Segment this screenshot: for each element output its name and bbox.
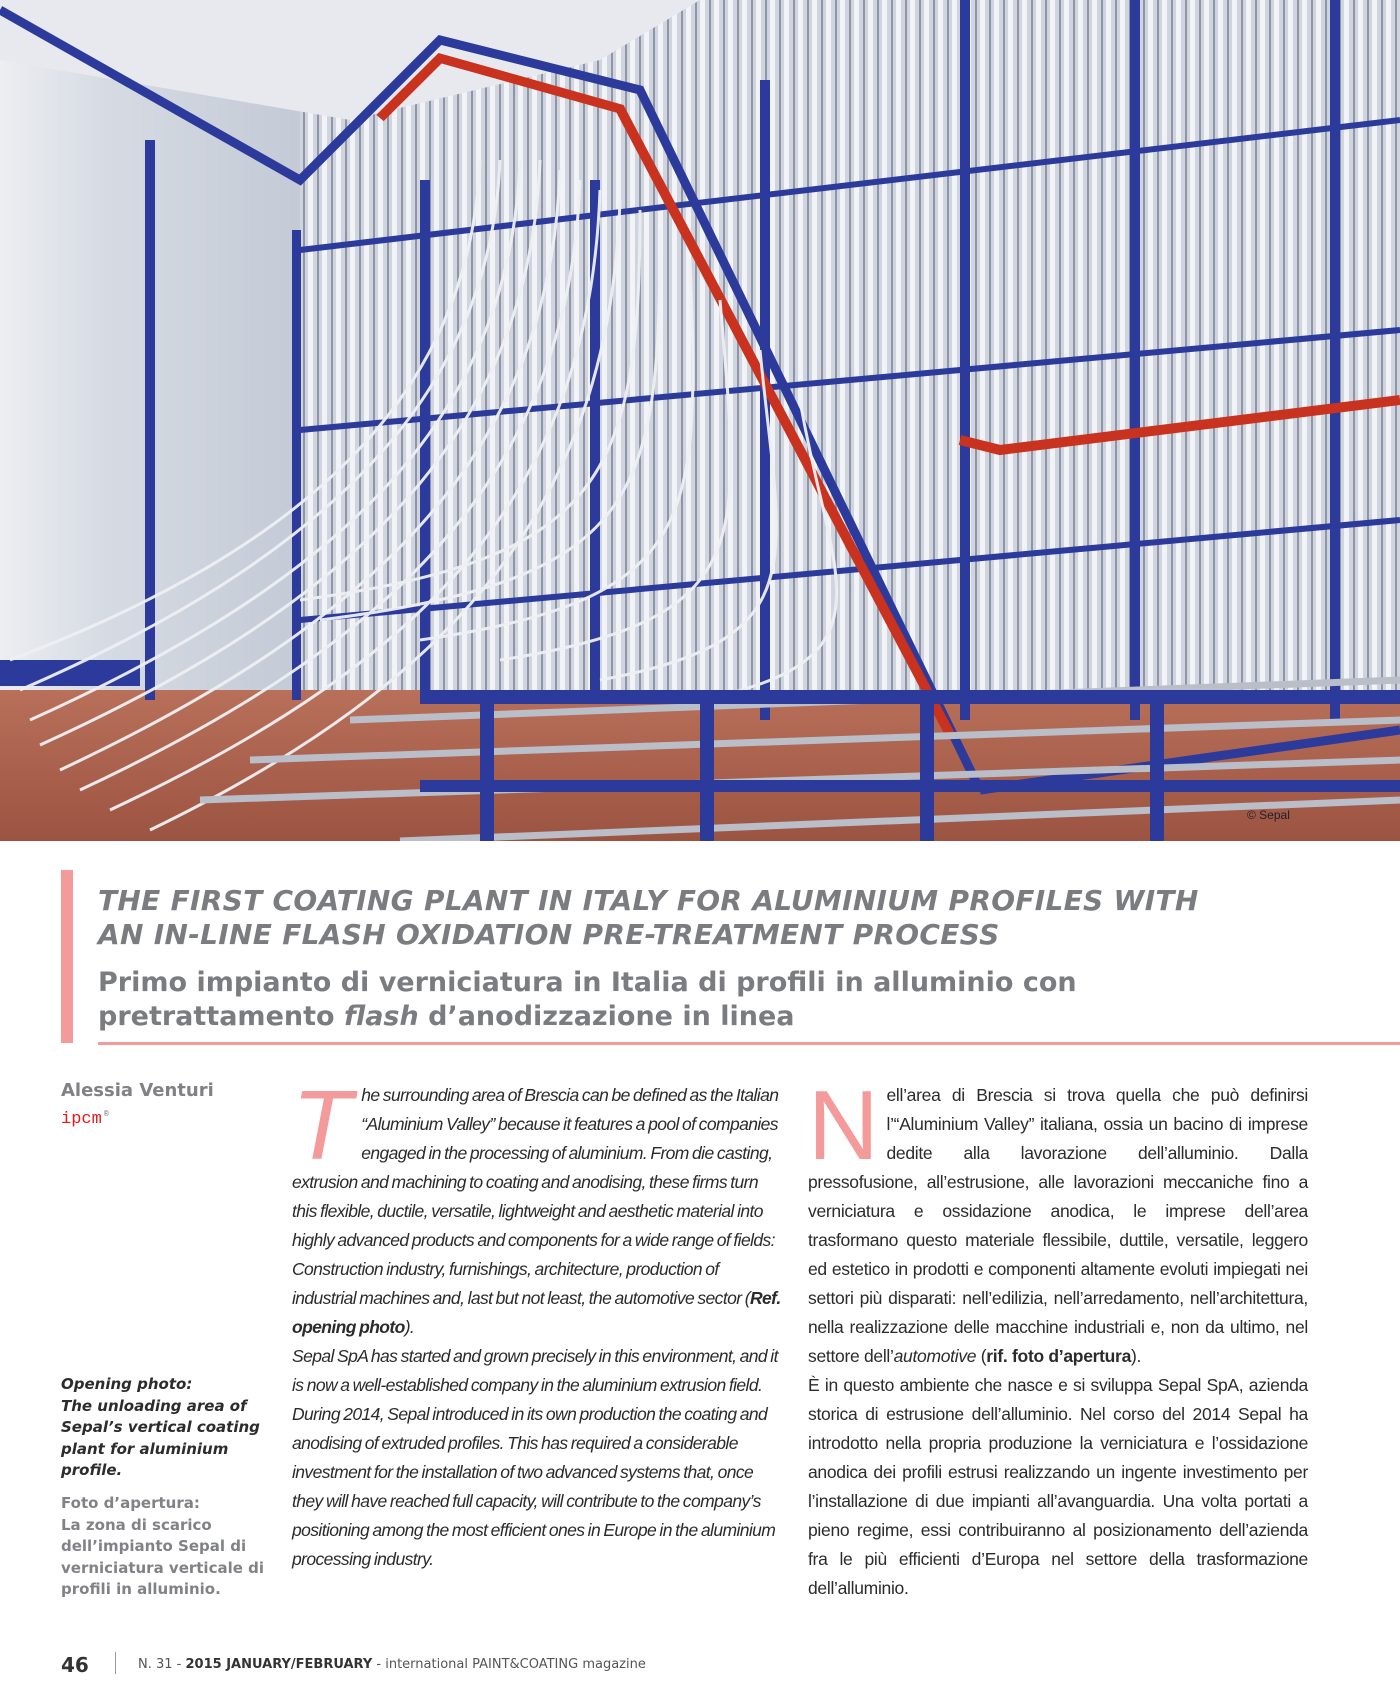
photo-reference: rif. foto d’apertura bbox=[986, 1346, 1131, 1366]
title-italian-line-1: Primo impianto di verniciatura in Italia di profili in alluminio con bbox=[98, 967, 1077, 998]
caption-italian bbox=[61, 1493, 286, 1601]
title-divider bbox=[98, 1042, 1400, 1045]
caption-line: La zona di scarico bbox=[61, 1515, 212, 1534]
caption-line: profili in alluminio. bbox=[61, 1580, 221, 1598]
article-italian bbox=[808, 1070, 1308, 1603]
caption-line: Sepal’s vertical coating bbox=[61, 1418, 260, 1436]
paragraph bbox=[808, 1070, 1308, 1371]
caption-line: plant for aluminium bbox=[61, 1439, 229, 1458]
paragraph-text: ( bbox=[976, 1346, 987, 1366]
italic-term: automotive bbox=[893, 1346, 977, 1366]
caption-line: Opening photo: bbox=[61, 1375, 193, 1393]
title-italian-text: d’anodizzazione in linea bbox=[418, 1001, 795, 1032]
footer-issue-info bbox=[138, 1657, 646, 1672]
title-italian bbox=[98, 966, 1328, 1034]
caption-line: The unloading area of bbox=[61, 1396, 247, 1415]
title-english bbox=[98, 884, 1328, 952]
title-english-line-2: AN IN-LINE FLASH OXIDATION PRE-TREATMENT PROCESS bbox=[98, 918, 1000, 951]
paragraph bbox=[292, 1070, 782, 1342]
paragraph: È in questo ambiente che nasce e si sviluppa Sepal SpA, azienda storica di estrusione dell’alluminio. Nel corso del 2014 Sepal ha introdotto nella propria produzione la verniciatura e l’ossidazione anodica dei profili estrusi realizzando un ingente investimento per l’installazione di due impianti all’avanguardia. Una volta portati a pieno regime, essi contribuiranno al posizionamento dell’azienda fra le più efficienti d’Europa nel settore della trasformazione dell’alluminio. bbox=[808, 1375, 1308, 1598]
paragraph-text: he surrounding area of Brescia can be defined as the Italian “Aluminium Valley” because it features a pool of companies engaged in the processing of aluminium. From die casting, extrusion and machining to coating and anodising, these firms turn this flexible, ductile, versatile, lightweight and aesthetic material into highly advanced products and components for a wide range of fields: Construction industry, furnishings, architecture, production of industrial machines and, last but not least, the automotive sector ( bbox=[292, 1085, 779, 1308]
dropcap-italian: N bbox=[808, 1070, 879, 1180]
title-english-line-1: THE FIRST COATING PLANT IN ITALY FOR ALUMINIUM PROFILES WITH bbox=[98, 884, 1199, 917]
author-name: Alessia Venturi bbox=[61, 1080, 214, 1101]
page-number: 46 bbox=[61, 1653, 89, 1677]
issue-date: 2015 JANUARY/FEBRUARY bbox=[185, 1657, 373, 1672]
registered-mark: ® bbox=[103, 1110, 109, 1120]
footer-separator bbox=[115, 1652, 116, 1674]
title-accent-bar bbox=[61, 870, 73, 1043]
paragraph: Sepal SpA has started and grown precisely in this environment, and it is now a well-established company in the aluminium extrusion field. During 2014, Sepal introduced in its own production the coating and anodising of extruded profiles. This has required a considerable investment for the installation of two advanced systems that, once they will have reached full capacity, will contribute to the company’s positioning among the most efficient ones in Europe in the aluminium processing industry. bbox=[292, 1346, 778, 1569]
title-italian-line-2 bbox=[98, 1000, 1328, 1034]
title-italian-text: pretrattamento bbox=[98, 1001, 344, 1032]
dropcap-english: T bbox=[292, 1070, 352, 1180]
brand-name: ipcm bbox=[61, 1110, 102, 1129]
caption-english bbox=[61, 1374, 286, 1482]
photo-reference: Ref. opening photo bbox=[292, 1288, 781, 1337]
paragraph-text: ). bbox=[404, 1317, 415, 1337]
issue-number: N. 31 - bbox=[138, 1657, 186, 1672]
photo-credit: © Sepal bbox=[1247, 808, 1290, 822]
caption-line: verniciatura verticale di bbox=[61, 1558, 265, 1577]
paragraph-text: ). bbox=[1131, 1346, 1142, 1366]
caption-line: dell’impianto Sepal di bbox=[61, 1537, 247, 1555]
caption-line: profile. bbox=[61, 1461, 123, 1479]
caption-line: Foto d’apertura: bbox=[61, 1494, 200, 1512]
title-italian-emphasis: flash bbox=[343, 1001, 419, 1032]
paragraph-text: ell’area di Brescia si trova quella che può definirsi l’“Aluminium Valley” italiana, ossia un bacino di imprese dedite alla lavorazione dell’alluminio. Dalla pressofusione, all’estrusione, alle lavorazioni meccaniche fino a verniciatura e ossidazione anodica, le imprese dell’area trasformano questo materiale flessibile, duttile, versatile, leggero ed estetico in prodotti e componenti altamente evoluti impiegati nei settori più disparati: nell’edilizia, nell’arredamento, nell’architettura, nella realizzazione delle macchine industriali e, non da ultimo, nel settore dell’ bbox=[808, 1085, 1308, 1366]
magazine-name: - international PAINT&COATING magazine bbox=[372, 1657, 646, 1672]
brand-logo bbox=[61, 1110, 109, 1129]
article-english bbox=[292, 1070, 782, 1574]
